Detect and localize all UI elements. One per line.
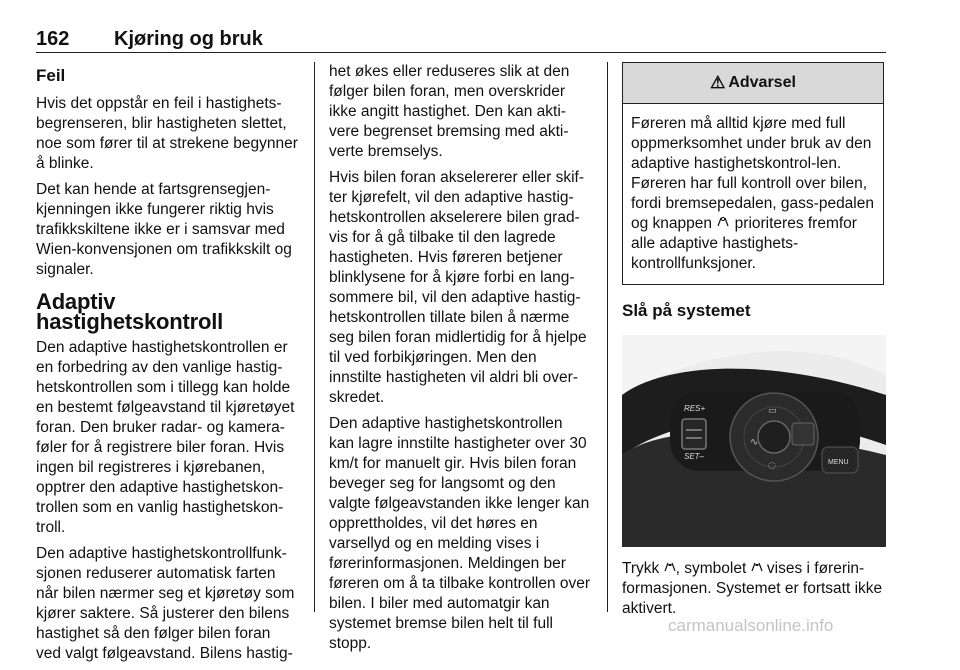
column-divider <box>314 62 315 612</box>
paragraph: het økes eller reduseres slik at den følger bilen foran, men overskrider ikke angitt hastighet. Den kan akti-vere begrenset bremsing med akti-verte bremselys. <box>329 63 570 160</box>
text-part: Trykk <box>622 560 660 577</box>
svg-text:∿: ∿ <box>750 437 759 448</box>
adaptive-cruise-symbol-icon <box>664 559 676 579</box>
text-part: vises i førerin-formasjonen. Systemet er fortsatt ikke aktivert. <box>622 560 883 617</box>
set-label: SET– <box>684 452 705 461</box>
res-label: RES+ <box>684 404 706 413</box>
warning-text-part: Føreren må alltid kjøre med full oppmerksomhet under bruk av den adaptive hastighetskontrol-len. Føreren har full kontroll over bilen, fordi bremsepedalen, gass-pedalen og knappen <box>631 115 874 232</box>
paragraph: Det kan hende at fartsgrensegjen-kjenningen ikke fungerer riktig hvis trafikkskiltene ikke er i samsvar med Wien-konvensjonen om trafikkskilt og signaler. <box>36 181 292 278</box>
svg-text:◌: ◌ <box>768 461 776 471</box>
adaptive-cruise-button-icon <box>716 214 730 234</box>
text-part: , symbolet <box>675 560 747 577</box>
column-divider <box>607 62 608 612</box>
page-number: 162 <box>36 28 70 50</box>
watermark: carmanualsonline.info <box>668 616 834 635</box>
adaptive-cruise-symbol-icon <box>751 559 763 579</box>
column-1 <box>36 62 298 670</box>
warning-box <box>622 62 884 285</box>
paragraph: Hvis bilen foran akselererer eller skif-ter kjørefelt, vil den adaptive hastig-hetskontrollen akselerere bilen grad-vis for å gå tilbake til den lagrede hastigheten. Hvis føreren betjener blinklysene for å kjøre forbi en lang-sommere bil, vil den adaptive hastig-hetskontrollen tillate bilen å nærme seg bilen foran midlertidig for å hjelpe til ved forbikjøringen. Men den innstilte hastigheten vil aldri bli over-skredet. <box>329 169 587 406</box>
column-2 <box>329 62 591 660</box>
activate-instructions <box>622 559 886 619</box>
paragraph: Hvis det oppstår en feil i hastighets-begrenseren, blir hastigheten slettet, noe som fører til at strekene begynner å blinke. <box>36 95 298 172</box>
page-header <box>36 24 886 53</box>
column-3 <box>622 62 886 619</box>
section-title-activate: Slå på systemet <box>622 301 751 320</box>
menu-label: MENU <box>828 459 849 466</box>
paragraph: Den adaptive hastighetskontrollfunk-sjonen reduserer automatisk farten når bilen nærmer seg et kjøretøy som kjører saktere. Så justerer den bilens hastighet så den følger bilen foran ved valgt følgeavstand. Bilens hastig- <box>36 545 295 662</box>
steering-wheel-controls-image <box>622 335 886 547</box>
warning-text <box>623 104 883 284</box>
warning-triangle-icon: ⚠ <box>710 73 726 92</box>
section-title-adaptive-cruise: Adaptiv hastighetskontroll <box>36 289 224 334</box>
warning-header <box>623 63 883 104</box>
chapter-title: Kjøring og bruk <box>114 28 263 50</box>
warning-text-part: prioriteres fremfor alle adaptive hastighets-kontrollfunksjoner. <box>631 215 857 272</box>
warning-title: Advarsel <box>728 74 796 91</box>
svg-text:▭: ▭ <box>768 406 777 416</box>
paragraph: Den adaptive hastighetskontrollen kan lagre innstilte hastigheter over 30 km/t for manuelt gir. Hvis bilen foran beveger seg for langsomt og den valgte følgeavstanden ikke lenger kan opprettholdes, vil det høres en varsellyd og en melding vises i førerinformasjonen. Meldingen ber føreren om å ta tilbake kontrollen over bilen. I biler med automatgir kan systemet bremse bilen helt til full stopp. <box>329 415 591 652</box>
section-title-feil: Feil <box>36 66 66 85</box>
paragraph: Den adaptive hastighetskontrollen er en forbedring av den vanlige hastig-hetskontrollen som i tillegg kan holde en bestemt følgeavstand til kjøretøyet foran. Den bruker radar- og kamera-føler for å registrere biler foran. Hvis ingen bil registreres i kjørebanen, opptrer den adaptive hastighetskon-trollen som en vanlig hastighetskon-troll. <box>36 339 295 536</box>
